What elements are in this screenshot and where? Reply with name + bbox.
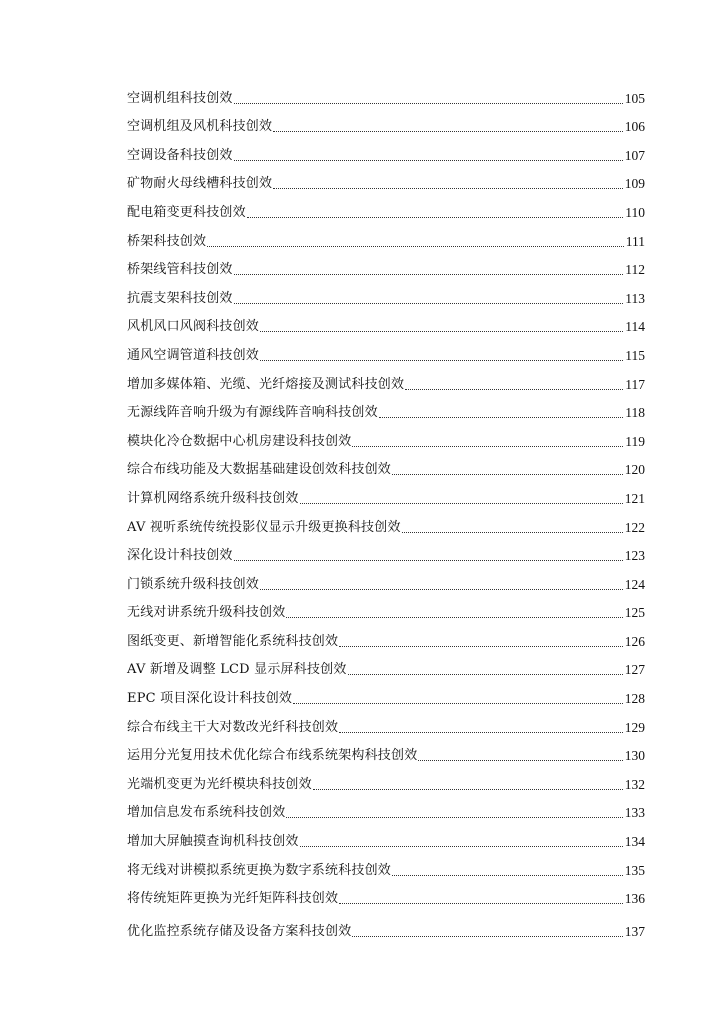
toc-entry-page-number: 115 <box>625 347 645 363</box>
toc-entry-title: 增加多媒体箱、光缆、光纤熔接及测试科技创效 <box>127 376 405 392</box>
toc-dot-leader <box>234 560 623 561</box>
toc-entry[interactable] <box>127 707 645 736</box>
toc-entry[interactable] <box>127 650 645 679</box>
toc-dot-leader <box>392 875 623 876</box>
toc-entry-title: AV 视听系统传统投影仪显示升级更换科技创效 <box>127 519 401 535</box>
toc-entry-title: 增加信息发布系统科技创效 <box>127 805 286 821</box>
toc-entry-page-number: 126 <box>624 633 645 649</box>
toc-entry-title: 图纸变更、新增智能化系统科技创效 <box>127 633 339 649</box>
toc-entry-title: 配电箱变更科技创效 <box>127 204 246 220</box>
toc-dot-leader <box>348 674 623 675</box>
toc-entry-title: EPC 项目深化设计科技创效 <box>127 691 293 707</box>
toc-entry-title: 将传统矩阵更换为光纤矩阵科技创效 <box>127 891 339 907</box>
toc-entry-title: 运用分光复用技术优化综合布线系统架构科技创效 <box>127 748 418 764</box>
toc-entry-page-number: 111 <box>625 233 645 249</box>
toc-entry[interactable] <box>127 107 645 136</box>
toc-entry[interactable] <box>127 192 645 221</box>
toc-dot-leader <box>300 503 623 504</box>
toc-entry-page-number: 113 <box>625 290 645 306</box>
toc-entry[interactable] <box>127 911 645 940</box>
toc-entry-page-number: 136 <box>624 891 645 907</box>
toc-entry-title: 综合布线主干大对数改光纤科技创效 <box>127 719 339 735</box>
toc-entry-title: 通风空调管道科技创效 <box>127 347 260 363</box>
toc-entry[interactable] <box>127 593 645 622</box>
toc-entry[interactable] <box>127 879 645 908</box>
toc-dot-leader <box>300 846 623 847</box>
toc-entry-page-number: 135 <box>624 862 645 878</box>
toc-entry[interactable] <box>127 335 645 364</box>
toc-entry[interactable] <box>127 621 645 650</box>
toc-dot-leader <box>352 446 623 447</box>
toc-entry-title: 模块化冷仓数据中心机房建设科技创效 <box>127 433 352 449</box>
toc-entry-title: 矿物耐火母线槽科技创效 <box>127 176 273 192</box>
toc-entry[interactable] <box>127 393 645 422</box>
toc-entry-page-number: 110 <box>625 204 645 220</box>
toc-entry-page-number: 134 <box>624 834 645 850</box>
table-of-contents <box>127 78 645 940</box>
toc-entry-page-number: 107 <box>624 147 645 163</box>
toc-dot-leader <box>286 817 622 818</box>
toc-entry-title: 计算机网络系统升级科技创效 <box>127 490 299 506</box>
toc-entry-page-number: 105 <box>624 90 645 106</box>
toc-entry[interactable] <box>127 850 645 879</box>
toc-entry-title: 空调设备科技创效 <box>127 147 233 163</box>
toc-entry[interactable] <box>127 536 645 565</box>
toc-entry-title: 空调机组及风机科技创效 <box>127 119 273 135</box>
toc-entry[interactable] <box>127 564 645 593</box>
toc-entry-title: 优化监控系统存储及设备方案科技创效 <box>127 923 352 939</box>
toc-entry[interactable] <box>127 450 645 479</box>
toc-entry-page-number: 121 <box>624 490 645 506</box>
toc-dot-leader <box>339 903 623 904</box>
toc-dot-leader <box>293 703 623 704</box>
toc-entry-page-number: 133 <box>624 805 645 821</box>
toc-entry-page-number: 112 <box>625 262 645 278</box>
toc-entry-page-number: 119 <box>625 433 645 449</box>
toc-dot-leader <box>352 936 622 937</box>
toc-entry[interactable] <box>127 164 645 193</box>
toc-entry-page-number: 124 <box>624 576 645 592</box>
toc-entry-page-number: 127 <box>624 662 645 678</box>
toc-entry-page-number: 122 <box>624 519 645 535</box>
toc-entry-title: 桥架线管科技创效 <box>127 262 233 278</box>
toc-entry[interactable] <box>127 78 645 107</box>
toc-entry-title: 无线对讲系统升级科技创效 <box>127 605 286 621</box>
toc-dot-leader <box>260 589 623 590</box>
toc-dot-leader <box>405 389 623 390</box>
toc-dot-leader <box>418 760 622 761</box>
toc-dot-leader <box>339 732 623 733</box>
toc-entry[interactable] <box>127 678 645 707</box>
toc-entry-title: 空调机组科技创效 <box>127 90 233 106</box>
toc-entry[interactable] <box>127 764 645 793</box>
toc-dot-leader <box>234 274 624 275</box>
toc-entry-title: 增加大屏触摸查询机科技创效 <box>127 834 299 850</box>
toc-entry-title: 门锁系统升级科技创效 <box>127 576 260 592</box>
toc-entry[interactable] <box>127 250 645 279</box>
toc-entry-title: 抗震支架科技创效 <box>127 290 233 306</box>
toc-entry[interactable] <box>127 793 645 822</box>
toc-entry-page-number: 132 <box>624 776 645 792</box>
toc-dot-leader <box>402 532 623 533</box>
toc-entry-page-number: 117 <box>625 376 645 392</box>
toc-entry[interactable] <box>127 821 645 850</box>
toc-entry-title: 将无线对讲模拟系统更换为数字系统科技创效 <box>127 862 392 878</box>
toc-entry[interactable] <box>127 135 645 164</box>
toc-entry-page-number: 120 <box>624 462 645 478</box>
toc-dot-leader <box>207 246 624 247</box>
toc-entry-title: 深化设计科技创效 <box>127 548 233 564</box>
toc-dot-leader <box>247 217 623 218</box>
toc-dot-leader <box>379 417 623 418</box>
toc-entry-title: AV 新增及调整 LCD 显示屏科技创效 <box>127 662 347 678</box>
toc-entry[interactable] <box>127 736 645 765</box>
toc-entry-page-number: 137 <box>624 923 645 939</box>
toc-entry[interactable] <box>127 307 645 336</box>
toc-entry-page-number: 128 <box>624 691 645 707</box>
toc-dot-leader <box>273 188 623 189</box>
toc-entry[interactable] <box>127 507 645 536</box>
toc-entry-title: 桥架科技创效 <box>127 233 207 249</box>
toc-entry[interactable] <box>127 364 645 393</box>
toc-dot-leader <box>273 131 623 132</box>
toc-dot-leader <box>313 789 623 790</box>
toc-entry-title: 无源线阵音响升级为有源线阵音响科技创效 <box>127 405 378 421</box>
toc-entry-page-number: 109 <box>624 176 645 192</box>
toc-entry-title: 风机风口风阀科技创效 <box>127 319 260 335</box>
toc-entry-page-number: 123 <box>624 548 645 564</box>
toc-dot-leader <box>339 646 623 647</box>
toc-dot-leader <box>392 474 623 475</box>
toc-dot-leader <box>234 103 623 104</box>
toc-entry-page-number: 130 <box>624 748 645 764</box>
toc-entry-title: 综合布线功能及大数据基础建设创效科技创效 <box>127 462 392 478</box>
toc-dot-leader <box>234 160 623 161</box>
toc-entry[interactable] <box>127 478 645 507</box>
toc-dot-leader <box>286 617 622 618</box>
toc-dot-leader <box>260 360 623 361</box>
toc-entry-page-number: 114 <box>625 319 645 335</box>
toc-entry-page-number: 106 <box>624 119 645 135</box>
toc-entry[interactable] <box>127 421 645 450</box>
toc-dot-leader <box>260 331 623 332</box>
toc-entry[interactable] <box>127 278 645 307</box>
toc-dot-leader <box>234 303 624 304</box>
toc-entry-page-number: 129 <box>624 719 645 735</box>
toc-entry-title: 光端机变更为光纤模块科技创效 <box>127 776 312 792</box>
toc-entry[interactable] <box>127 221 645 250</box>
toc-entry-page-number: 118 <box>625 405 645 421</box>
toc-entry-page-number: 125 <box>624 605 645 621</box>
